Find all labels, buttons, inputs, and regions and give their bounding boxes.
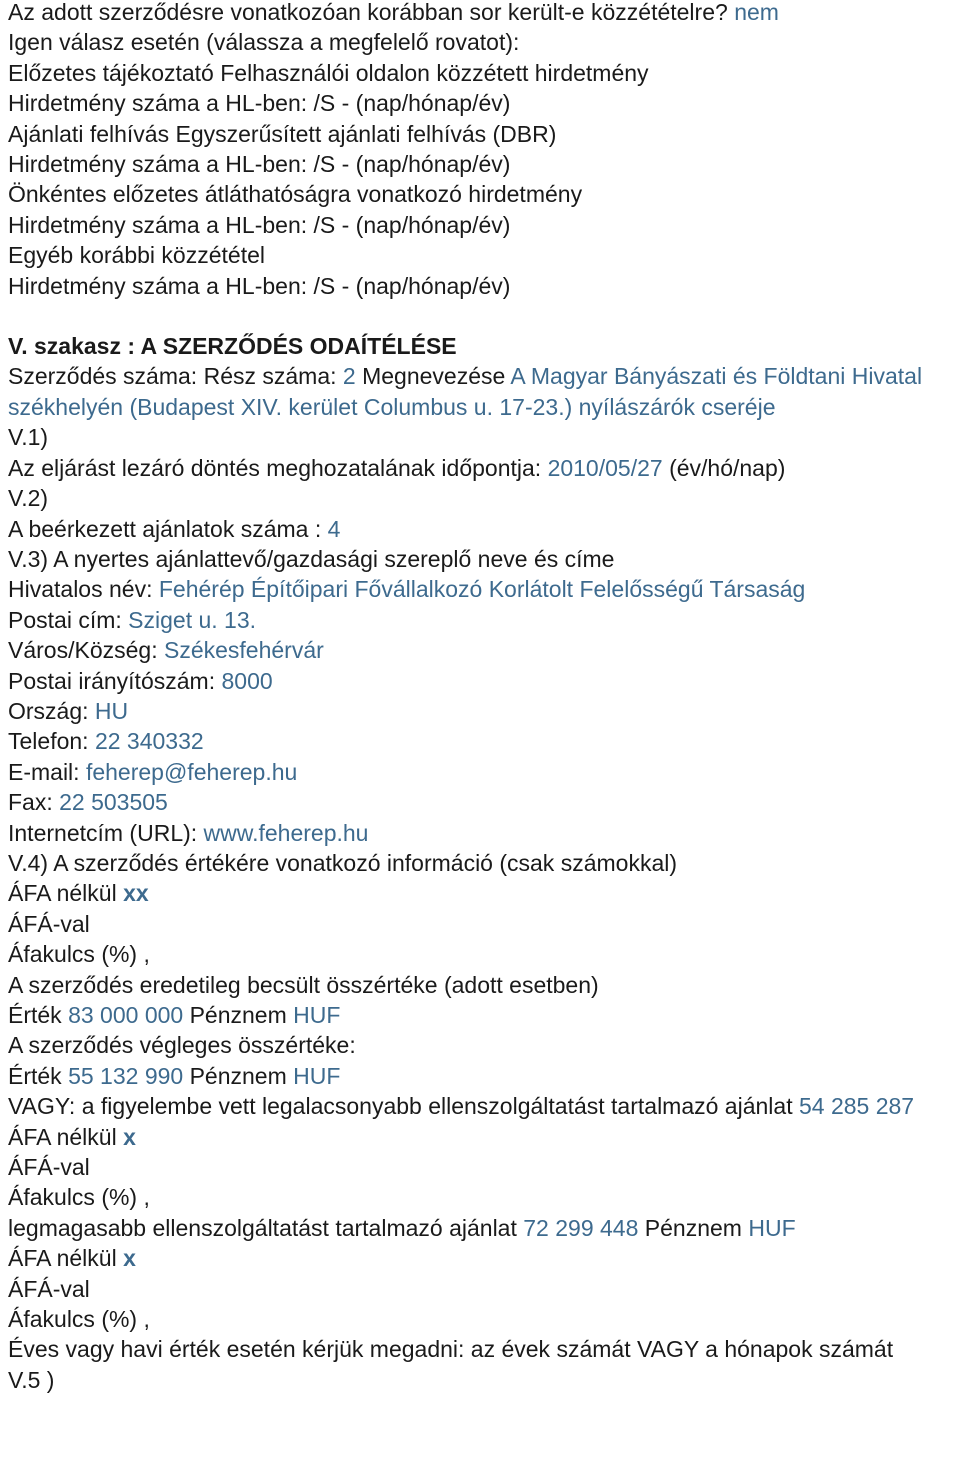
with-vat-line: ÁFÁ-val bbox=[8, 910, 90, 937]
email-line bbox=[8, 757, 952, 787]
country-line bbox=[8, 696, 952, 726]
decision-date: 2010/05/27 bbox=[547, 454, 663, 481]
excl-vat-label: ÁFA nélkül bbox=[8, 880, 117, 907]
estimated-label: A szerződés eredetileg becsült összértéke (adott esetben) bbox=[8, 971, 599, 998]
winner-name-label: Hivatalos név: bbox=[8, 576, 153, 603]
city-label: Város/Község: bbox=[8, 637, 158, 664]
notice-number-line: Hirdetmény száma a HL-ben: /S - (nap/hónap/év) bbox=[8, 272, 511, 299]
contract-label: Szerződés száma: Rész száma: bbox=[8, 363, 337, 390]
currency-label: Pénznem bbox=[189, 1002, 287, 1028]
estimated-value-line bbox=[8, 1000, 952, 1030]
v5-label: V.5 ) bbox=[8, 1366, 55, 1393]
final-value: 55 132 990 bbox=[68, 1062, 184, 1089]
decision-line bbox=[8, 453, 952, 483]
call-line: Ajánlati felhívás Egyszerűsített ajánlati felhívás (DBR) bbox=[8, 120, 557, 147]
fax-label: Fax: bbox=[8, 789, 53, 816]
lowest-value: 54 285 287 bbox=[798, 1093, 915, 1120]
winner-name: Fehérép Építőipari Fővállalkozó Korlátolt Felelősségű Társaság bbox=[158, 576, 806, 603]
date-format: (év/hó/nap) bbox=[669, 454, 786, 481]
phone-value: 22 340332 bbox=[94, 728, 204, 755]
zip-line bbox=[8, 666, 952, 696]
offers-line bbox=[8, 514, 952, 544]
decision-label: Az eljárást lezáró döntés meghozatalának időpontja: bbox=[8, 454, 542, 481]
estimated-value: 83 000 000 bbox=[68, 1002, 184, 1028]
excl-vat-line bbox=[8, 878, 952, 908]
currency-label: Pénznem bbox=[189, 1062, 287, 1089]
excl-vat-line bbox=[8, 1122, 952, 1152]
v2-label: V.2) bbox=[8, 485, 49, 512]
voluntary-line: Önkéntes előzetes átláthatóságra vonatkozó hirdetmény bbox=[8, 181, 583, 208]
lowest-offer-line bbox=[8, 1091, 952, 1121]
excl-vat-mark: xx bbox=[123, 880, 149, 907]
currency-label: Pénznem bbox=[644, 1214, 742, 1241]
url-line bbox=[8, 818, 952, 848]
phone-label: Telefon: bbox=[8, 728, 89, 755]
winner-name-line bbox=[8, 574, 952, 604]
highest-value: 72 299 448 bbox=[523, 1214, 639, 1241]
postal-value: Sziget u. 13. bbox=[128, 606, 257, 633]
name-label: Megnevezése bbox=[362, 363, 506, 390]
url-value: www.feherep.hu bbox=[203, 819, 369, 846]
currency-value: HUF bbox=[748, 1214, 796, 1241]
vat-rate-line: Áfakulcs (%) , bbox=[8, 941, 150, 968]
email-label: E-mail: bbox=[8, 758, 80, 785]
excl-vat-line bbox=[8, 1243, 952, 1273]
part-number: 2 bbox=[342, 363, 356, 390]
excl-vat-label: ÁFA nélkül bbox=[8, 1123, 117, 1150]
section-heading: V. szakasz : A SZERZŐDÉS ODAÍTÉLÉSE bbox=[8, 333, 457, 360]
excl-vat-mark: x bbox=[123, 1123, 136, 1150]
prior-info-line: Előzetes tájékoztató Felhasználói oldalon közzétett hirdetmény bbox=[8, 59, 649, 86]
value-label: Érték bbox=[8, 1002, 62, 1028]
annual-line: Éves vagy havi érték esetén kérjük megadni: az évek számát VAGY a hónapok számát bbox=[8, 1336, 894, 1363]
prior-question-line bbox=[8, 0, 952, 27]
with-vat-line: ÁFÁ-val bbox=[8, 1154, 90, 1181]
fax-value: 22 503505 bbox=[59, 789, 168, 816]
v1-label: V.1) bbox=[8, 424, 49, 451]
city-value: Székesfehérvár bbox=[163, 637, 324, 664]
zip-value: 8000 bbox=[221, 667, 273, 694]
offers-label: A beérkezett ajánlatok száma : bbox=[8, 515, 322, 542]
with-vat-line: ÁFÁ-val bbox=[8, 1275, 90, 1302]
lowest-label: VAGY: a figyelembe vett legalacsonyabb ellenszolgáltatást tartalmazó ajánlat bbox=[8, 1093, 793, 1120]
postal-line bbox=[8, 605, 952, 635]
value-label: Érték bbox=[8, 1062, 62, 1089]
excl-vat-mark: x bbox=[123, 1245, 136, 1272]
fax-line bbox=[8, 787, 952, 817]
highest-offer-line bbox=[8, 1213, 952, 1243]
v3-label: V.3) A nyertes ajánlattevő/gazdasági szereplő neve és címe bbox=[8, 545, 615, 572]
vat-rate-line: Áfakulcs (%) , bbox=[8, 1306, 150, 1333]
currency-value: HUF bbox=[293, 1002, 341, 1028]
city-line bbox=[8, 635, 952, 665]
zip-label: Postai irányítószám: bbox=[8, 667, 216, 694]
final-value-line bbox=[8, 1061, 952, 1091]
url-label: Internetcím (URL): bbox=[8, 819, 198, 846]
vat-rate-line: Áfakulcs (%) , bbox=[8, 1184, 150, 1211]
contract-line bbox=[8, 361, 952, 422]
notice-number-line: Hirdetmény száma a HL-ben: /S - (nap/hónap/év) bbox=[8, 211, 511, 238]
offers-value: 4 bbox=[327, 515, 341, 542]
currency-value: HUF bbox=[293, 1062, 341, 1089]
v4-label: V.4) A szerződés értékére vonatkozó információ (csak számokkal) bbox=[8, 849, 677, 876]
notice-number-line: Hirdetmény száma a HL-ben: /S - (nap/hónap/év) bbox=[8, 90, 511, 117]
excl-vat-label: ÁFA nélkül bbox=[8, 1245, 117, 1272]
other-line: Egyéb korábbi közzététel bbox=[8, 242, 265, 269]
spacer bbox=[8, 301, 952, 331]
prior-answer: nem bbox=[734, 0, 779, 25]
phone-line bbox=[8, 726, 952, 756]
postal-label: Postai cím: bbox=[8, 606, 122, 633]
highest-label: legmagasabb ellenszolgáltatást tartalmazó ajánlat bbox=[8, 1214, 517, 1241]
notice-number-line: Hirdetmény száma a HL-ben: /S - (nap/hónap/év) bbox=[8, 151, 511, 178]
country-label: Ország: bbox=[8, 697, 89, 724]
final-label: A szerződés végleges összértéke: bbox=[8, 1032, 356, 1059]
prior-question: Az adott szerződésre vonatkozóan korábban sor került-e közzétételre? bbox=[8, 0, 728, 25]
contract-name: A Magyar Bányászati és Földtani Hivatal székhelyén (Budapest XIV. kerület Columbus u. 17-23.) nyílászárók cseréje bbox=[8, 363, 923, 420]
country-value: HU bbox=[94, 697, 129, 724]
email-value: feherep@feherep.hu bbox=[85, 758, 298, 785]
if-yes-line: Igen válasz esetén (válassza a megfelelő rovatot): bbox=[8, 29, 520, 56]
